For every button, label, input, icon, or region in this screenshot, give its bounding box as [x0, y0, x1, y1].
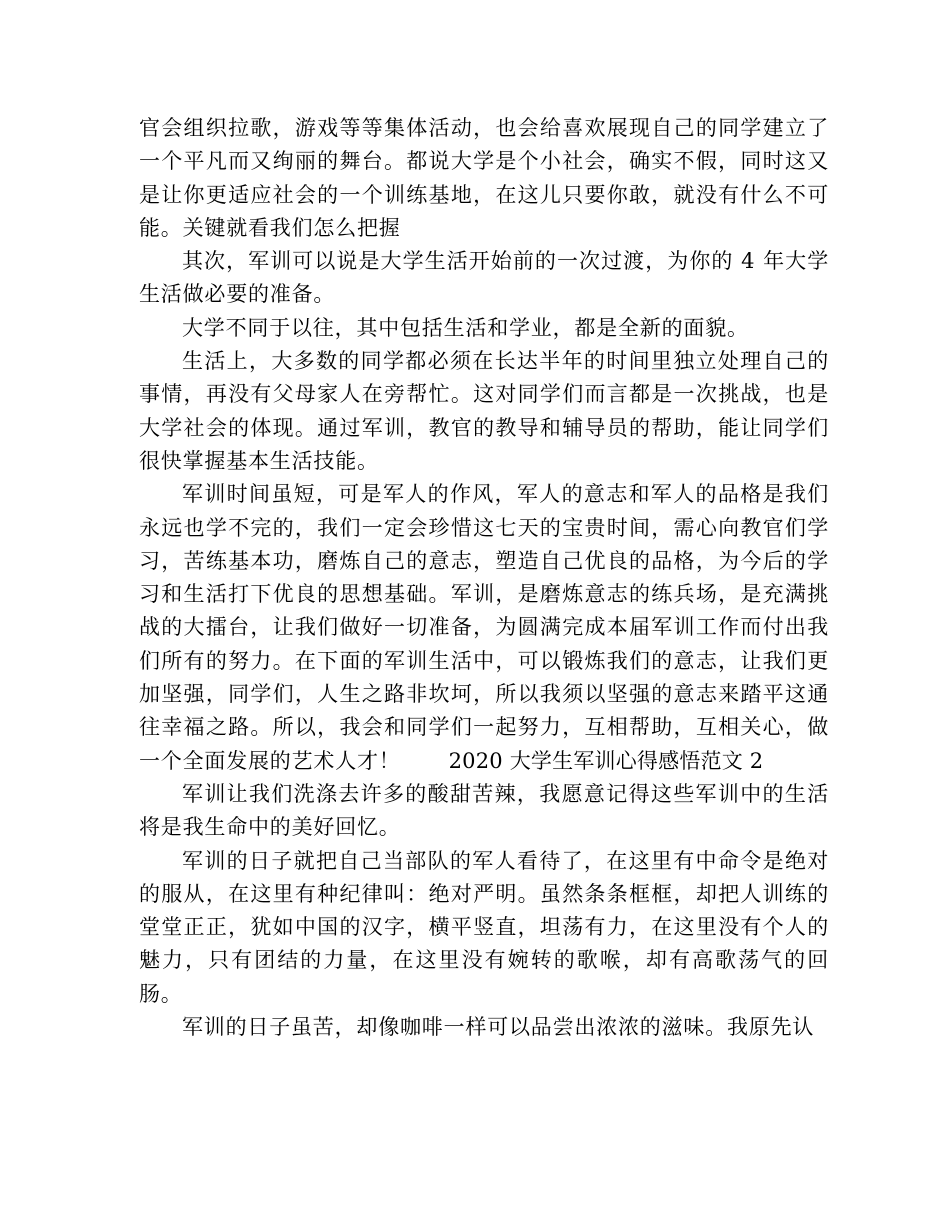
document-body [139, 112, 829, 1044]
paragraph-military-spirit-text: 军训时间虽短，可是军人的作风，军人的意志和军人的品格是我们永远也学不完的，我们一定会珍惜这七天的宝贵时间，需心向教官们学习，苦练基本功，磨炼自己的意志，塑造自己优良的品格，为今后的学习和生活打下优良的思想基础。军训，是磨炼意志的练兵场，是充满挑战的大擂台，让我们做好一切准备，为圆满完成本届军训工作而付出我们所有的努力。在下面的军训生活中，可以锻炼我们的意志，让我们更加坚强，同学们，人生之路非坎坷，所以我须以坚强的意志来踏平这通往幸福之路。所以，我会和同学们一起努力，互相帮助，互相关心，做一个全面发展的艺术人才！ [139, 482, 829, 773]
paragraph-coffee: 军训的日子虽苦，却像咖啡一样可以品尝出浓浓的滋味。我原先认 [182, 1015, 815, 1040]
essay-title-2: 2020 大学生军训心得感悟范文 2 [448, 748, 764, 773]
paragraph-life-skills: 生活上，大多数的同学都必须在长达半年的时间里独立处理自己的事情，再没有父母家人在旁帮忙。这对同学们而言都是一次挑战，也是大学社会的体现。通过军训，教官的教导和辅导员的帮助，能让同学们很快掌握基本生活技能。 [139, 349, 829, 473]
paragraph-memories: 军训让我们洗涤去许多的酸甜苦辣，我愿意记得这些军训中的生活将是我生命中的美好回忆。 [139, 781, 829, 840]
paragraph-university-difference: 大学不同于以往，其中包括生活和学业，都是全新的面貌。 [182, 315, 749, 340]
paragraph-discipline: 军训的日子就把自己当部队的军人看待了，在这里有中命令是绝对的服从，在这里有种纪律叫：绝对严明。虽然条条框框，却把人训练的堂堂正正，犹如中国的汉字，横平竖直，坦荡有力，在这里没有个人的魅力，只有团结的力量，在这里没有婉转的歌喉，却有高歌荡气的回肠。 [139, 848, 829, 1006]
paragraph-continuation: 官会组织拉歌，游戏等等集体活动，也会给喜欢展现自己的同学建立了一个平凡而又绚丽的舞台。都说大学是个小社会，确实不假，同时这又是让你更适应社会的一个训练基地，在这儿只要你敢，就没有什么不可能。关键就看我们怎么把握 [139, 116, 829, 240]
paragraph-transition: 其次，军训可以说是大学生活开始前的一次过渡，为你的 4 年大学生活做必要的准备。 [139, 249, 829, 307]
paragraph-military-spirit [139, 478, 829, 778]
